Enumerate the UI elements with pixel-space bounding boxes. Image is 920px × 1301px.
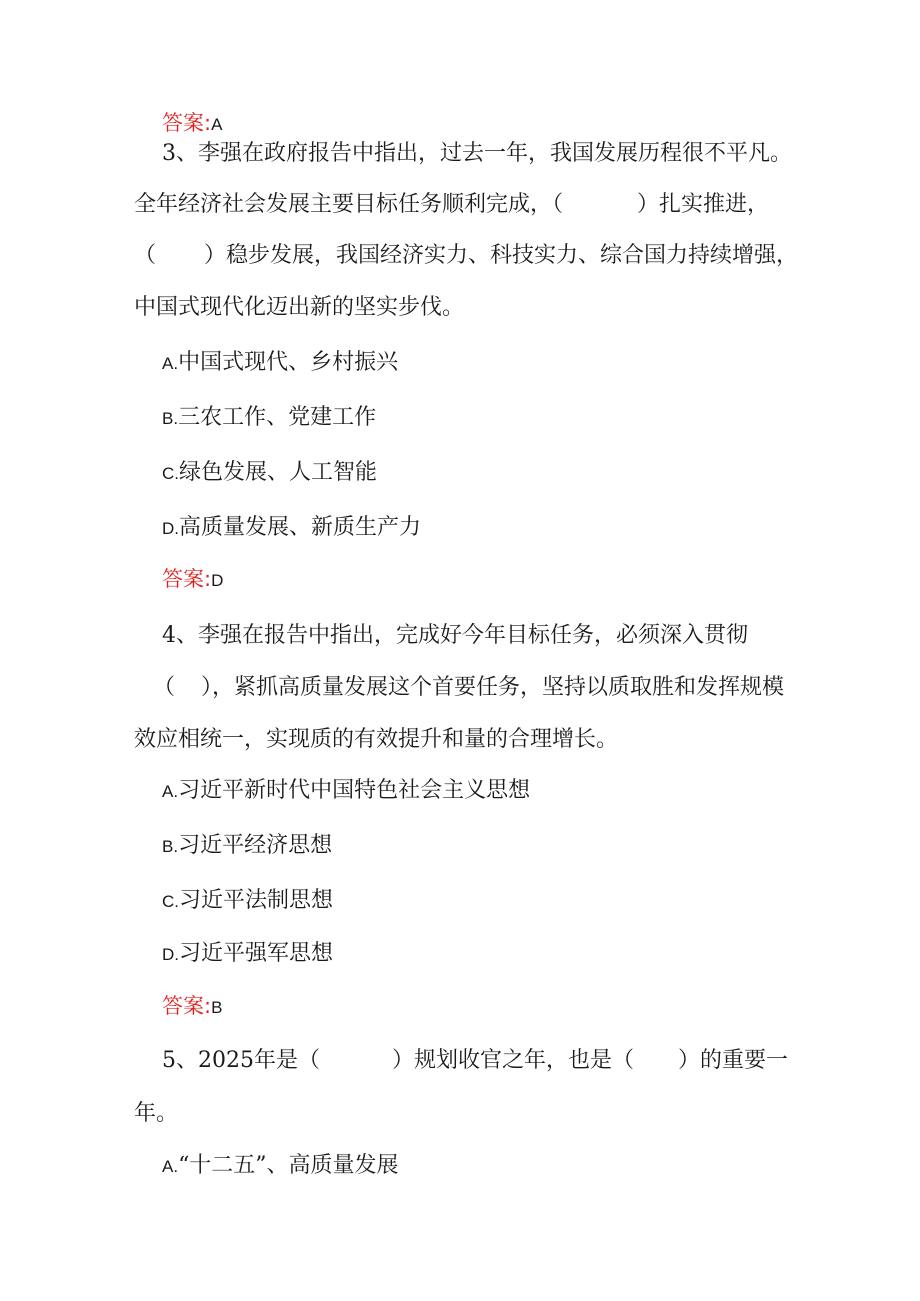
answer-value: D: [211, 571, 224, 590]
answer-line: [162, 113, 222, 134]
option-text: “十二五”、高质量发展: [178, 1153, 399, 1178]
option-letter: D.: [162, 945, 179, 964]
option-c: [162, 462, 377, 484]
answer-label: 答案:: [162, 567, 212, 591]
question-text: （: [134, 243, 157, 268]
option-letter: C.: [162, 892, 179, 911]
option-letter: A.: [162, 782, 179, 801]
question-5-line-1: [162, 1050, 788, 1072]
option-text: 三农工作、党建工作: [178, 405, 377, 430]
option-a: [162, 780, 530, 802]
option-text: 习近平新时代中国特色社会主义思想: [178, 778, 531, 803]
question-text: ）规划收官之年，也是（: [392, 1048, 635, 1073]
option-letter: C.: [162, 464, 179, 483]
option-a: [162, 1155, 399, 1177]
option-text: 习近平法制思想: [179, 888, 334, 913]
option-text: 习近平经济思想: [178, 833, 333, 858]
option-letter: A.: [162, 354, 179, 373]
option-b: [162, 835, 332, 857]
option-text: 绿色发展、人工智能: [179, 460, 378, 485]
option-d: [162, 517, 421, 539]
question-text: ）稳步发展，我国经济实力、科技实力、综合国力持续增强，: [204, 243, 799, 268]
answer-label: 答案:: [162, 994, 212, 1018]
option-c: [162, 890, 333, 912]
question-text: 全年经济社会发展主要目标任务顺利完成，（: [134, 192, 564, 217]
option-a: [162, 352, 398, 374]
question-3-line-1: 3、李强在政府报告中指出，过去一年，我国发展历程很不平凡。: [162, 141, 792, 166]
question-3-line-2: [134, 194, 769, 216]
option-letter: A.: [162, 1157, 179, 1176]
option-d: [162, 943, 333, 965]
question-3-line-3: [134, 245, 798, 267]
answer-line: [162, 569, 223, 590]
option-text: 高质量发展、新质生产力: [179, 515, 422, 540]
question-4-line-1: 4、李强在报告中指出，完成好今年目标任务，必须深入贯彻: [162, 623, 748, 648]
question-5-line-2: 年。: [134, 1101, 179, 1126]
option-text: 习近平强军思想: [179, 941, 334, 966]
answer-value: B: [211, 998, 223, 1017]
question-4-line-3: 效应相统一，实现质的有效提升和量的合理增长。: [134, 727, 619, 752]
option-text: 中国式现代、乡村振兴: [178, 350, 399, 375]
question-text: ）扎实推进，: [637, 192, 770, 217]
question-4-line-2: [153, 677, 784, 699]
question-3-line-4: 中国式现代化迈出新的坚实步伐。: [134, 295, 465, 320]
answer-line: [162, 996, 222, 1017]
option-letter: D.: [162, 519, 179, 538]
question-text: （: [153, 675, 176, 700]
answer-value: A: [211, 115, 223, 134]
option-letter: B.: [162, 409, 179, 428]
question-text: 5、2025年是（: [162, 1048, 320, 1073]
question-text: ）的重要一: [678, 1048, 789, 1073]
option-letter: B.: [162, 837, 179, 856]
question-text: ），紧抓高质量发展这个首要任务，坚持以质取胜和发挥规模: [201, 675, 785, 700]
answer-label: 答案:: [162, 111, 212, 135]
option-b: [162, 407, 376, 429]
